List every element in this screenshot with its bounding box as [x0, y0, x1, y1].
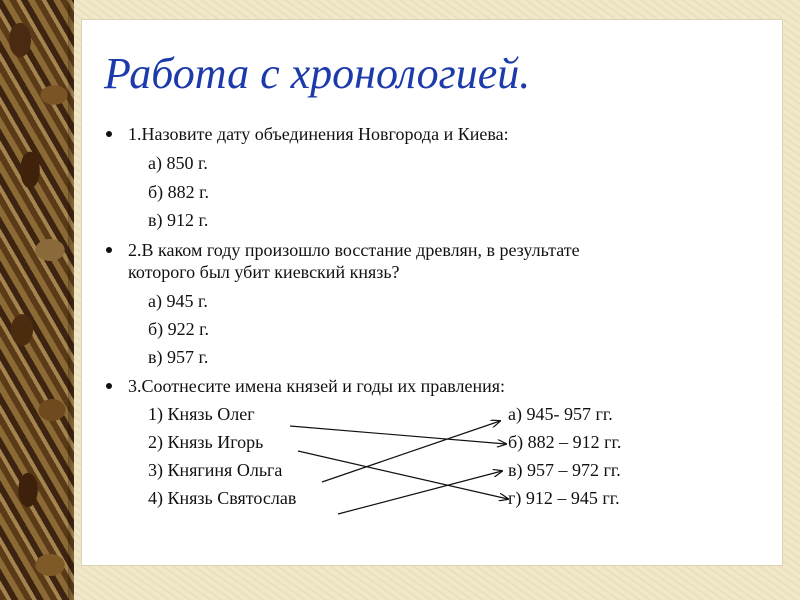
q1-option-a: а) 850 г. — [148, 153, 208, 173]
q2-option-b: б) 922 г. — [148, 319, 210, 339]
slide-title: Работа с хронологией. — [104, 49, 531, 98]
question-1: 1.Назовите дату объединения Новгорода и Киева: — [128, 124, 509, 144]
years-d: г) 912 – 945 гг. — [508, 488, 620, 508]
question-3: 3.Соотнесите имена князей и годы их правления: — [128, 376, 506, 396]
question-2-line-2: которого был убит киевский князь? — [128, 262, 400, 282]
princess-olga: 3) Княгиня Ольга — [148, 460, 283, 480]
prince-oleg: 1) Князь Олег — [148, 404, 255, 424]
bullet-q3 — [106, 383, 112, 389]
leaf-border-strip — [0, 0, 74, 600]
q1-option-c: в) 912 г. — [148, 210, 209, 230]
bullet-q1 — [106, 131, 112, 137]
q1-option-b: б) 882 г. — [148, 182, 210, 202]
q2-option-c: в) 957 г. — [148, 347, 209, 367]
q2-option-a: а) 945 г. — [148, 291, 208, 311]
prince-svyatoslav: 4) Князь Святослав — [148, 488, 297, 508]
years-c: в) 957 – 972 гг. — [508, 460, 621, 480]
years-a: а) 945- 957 гг. — [508, 404, 613, 424]
years-b: б) 882 – 912 гг. — [508, 432, 622, 452]
prince-igor: 2) Князь Игорь — [148, 432, 264, 452]
question-2-line-1: 2.В каком году произошло восстание древлян, в результате — [128, 240, 580, 260]
bullet-q2 — [106, 247, 112, 253]
